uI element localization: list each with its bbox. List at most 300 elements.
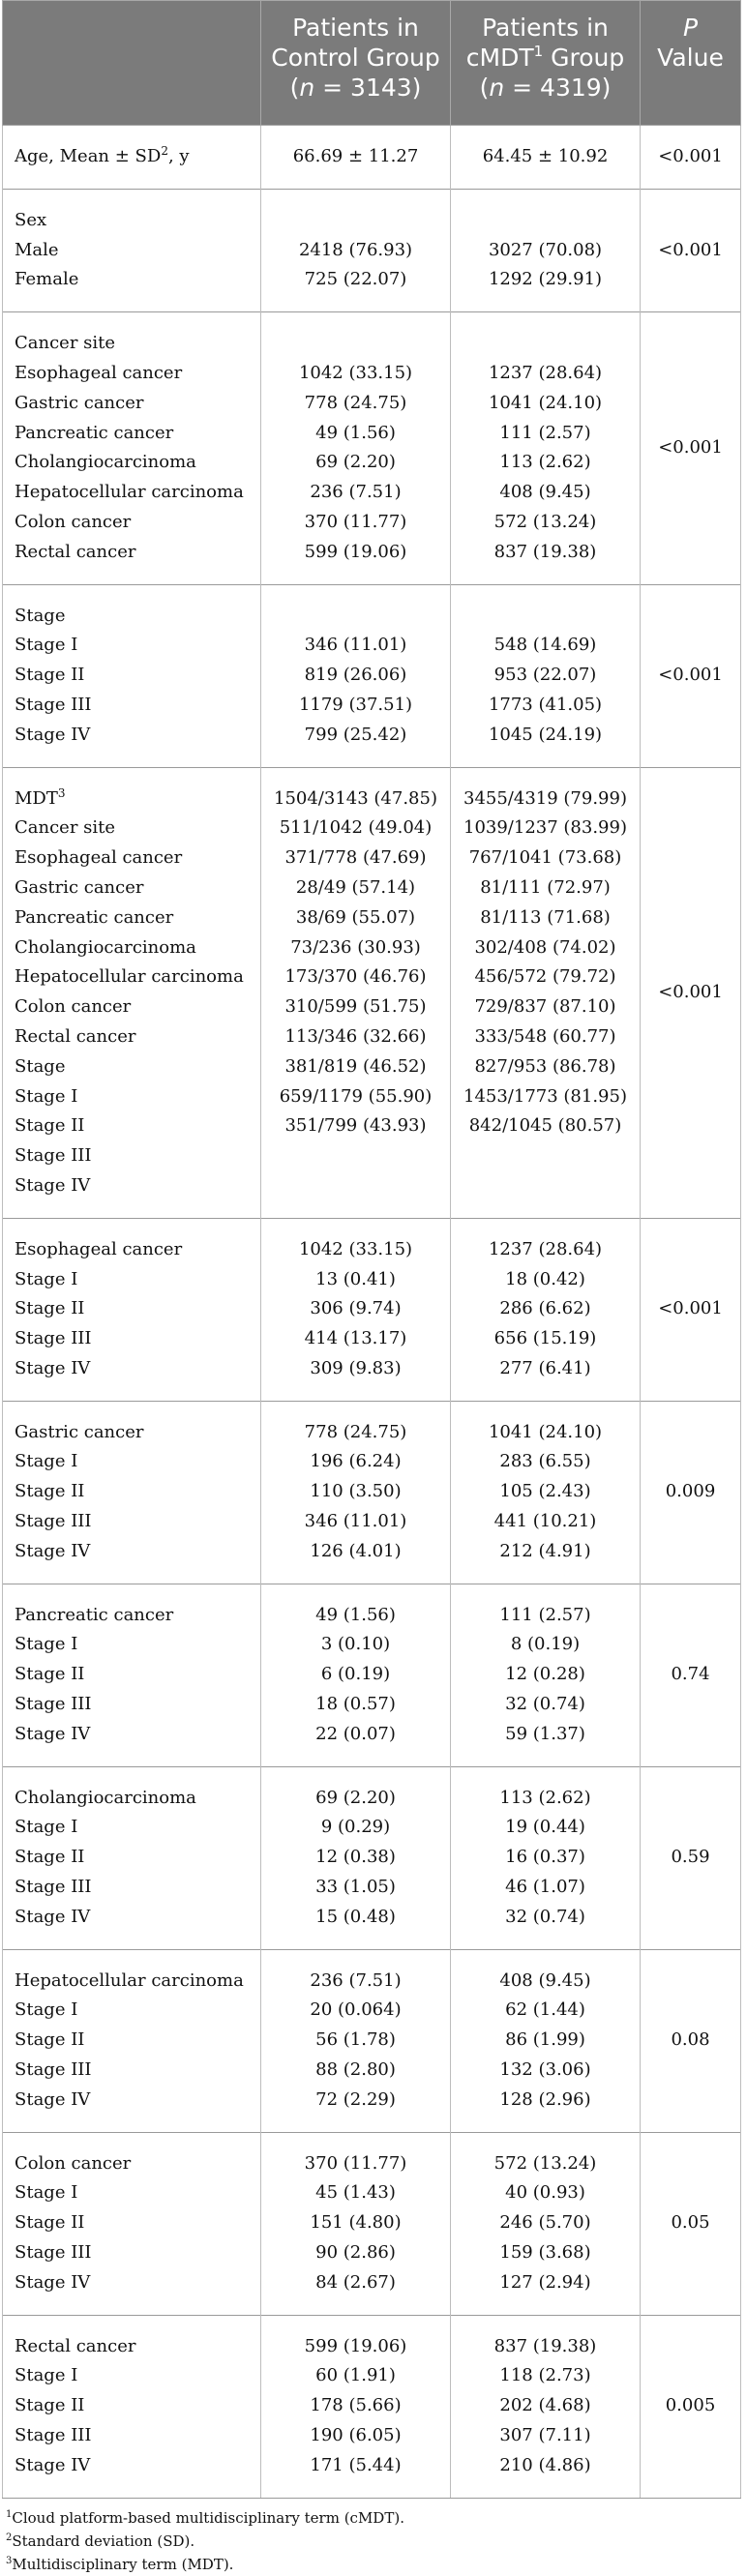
control-value: 2418 (76.93): [298, 239, 413, 260]
row-label: Cholangiocarcinoma: [15, 1787, 196, 1808]
footnote-1: [6, 2506, 747, 2530]
control-value: 1504/3143 (47.85): [274, 787, 437, 809]
control-value: 370 (11.77): [304, 2152, 407, 2174]
cmdt-value: 64.45 ± 10.92: [482, 146, 609, 166]
group-control-values: [261, 312, 451, 584]
cmdt-value: 86 (1.99): [505, 2029, 585, 2051]
row-label: Age, Mean ± $SD^2$, y: [15, 144, 190, 166]
control-value: 13 (0.41): [315, 1268, 396, 1289]
row-label: Cancer site: [15, 333, 116, 354]
row-label: Cancer site: [15, 817, 116, 839]
cmdt-value: [451, 206, 640, 236]
control-value: 778 (24.75): [304, 392, 407, 413]
cmdt-value: 32 (0.74): [505, 1906, 585, 1927]
header-control-n: n: [299, 74, 315, 102]
row-label: Esophageal cancer: [15, 362, 183, 383]
row-label: Stage IV: [15, 1357, 91, 1378]
cmdt-value: 1041 (24.10): [488, 1421, 603, 1442]
cmdt-value: 111 (2.57): [499, 1604, 591, 1625]
row-label: Stage II: [15, 2395, 85, 2416]
row-label: Rectal cancer: [15, 1025, 136, 1047]
group-labels: [3, 312, 261, 584]
header-blank-cell: [3, 1, 261, 126]
table-group-gastric: [3, 1401, 741, 1584]
control-value: 15 (0.48): [315, 1906, 396, 1927]
group-cmdt-values: [451, 767, 641, 1218]
control-value: 73/236 (30.93): [290, 936, 421, 958]
table-header: [3, 1, 741, 126]
group-cmdt-values: [451, 126, 641, 190]
table-group-colon: [3, 2132, 741, 2315]
cmdt-value: 210 (4.86): [499, 2454, 591, 2475]
control-value: 236 (7.51): [310, 1969, 402, 1991]
table-group-stage: [3, 584, 741, 767]
group-cmdt-values: [451, 1218, 641, 1401]
group-p-value: [641, 2315, 741, 2498]
row-label: Esophageal cancer: [15, 1238, 183, 1259]
cmdt-value: 953 (22.07): [493, 665, 597, 686]
footnote-2: [6, 2530, 747, 2553]
row-label: Stage III: [15, 1877, 92, 1898]
row-label: Stage II: [15, 2029, 85, 2051]
group-cmdt-values: [451, 1401, 641, 1584]
control-value: 9 (0.29): [320, 1817, 391, 1838]
cmdt-value: 81/113 (71.68): [480, 906, 611, 928]
row-label: Stage I: [15, 2365, 78, 2386]
control-value: 599 (19.06): [304, 2335, 407, 2356]
row-label: Gastric cancer: [15, 1421, 144, 1442]
cmdt-value: 3027 (70.08): [488, 239, 603, 260]
group-labels: [3, 2132, 261, 2315]
cmdt-value: 729/837 (87.10): [474, 996, 616, 1018]
control-value: 178 (5.66): [310, 2395, 402, 2416]
row-label: Stage I: [15, 635, 78, 656]
control-value: 56 (1.78): [315, 2029, 396, 2051]
row-label: Stage III: [15, 1145, 92, 1167]
control-value: 370 (11.77): [304, 511, 407, 532]
p-value: <0.001: [658, 436, 723, 458]
table-group-hepato: [3, 1949, 741, 2132]
row-label: Stage IV: [15, 1540, 91, 1561]
group-control-values: [261, 1584, 451, 1766]
cmdt-value: 548 (14.69): [493, 635, 597, 656]
control-value: 88 (2.80): [315, 2059, 396, 2081]
cmdt-value: 246 (5.70): [499, 2212, 591, 2234]
group-control-values: [261, 1766, 451, 1949]
control-value: 725 (22.07): [304, 269, 407, 290]
group-cmdt-values: [451, 1949, 641, 2132]
cmdt-value: 212 (4.91): [499, 1540, 591, 1561]
control-value: 346 (11.01): [304, 635, 407, 656]
row-label: Stage II: [15, 1847, 85, 1868]
cmdt-value: 132 (3.06): [499, 2059, 591, 2081]
group-p-value: [641, 1584, 741, 1766]
cmdt-value: 40 (0.93): [505, 2182, 585, 2204]
group-labels: [3, 767, 261, 1218]
table-group-sex: [3, 189, 741, 311]
footnote-mark: 2: [161, 144, 168, 158]
control-value: [261, 1171, 450, 1201]
group-labels: [3, 584, 261, 767]
footnote-3: [6, 2553, 747, 2576]
group-control-values: [261, 1218, 451, 1401]
cmdt-value: 441 (10.21): [493, 1511, 597, 1532]
group-labels: [3, 2315, 261, 2498]
p-value: 0.08: [671, 2029, 710, 2051]
control-value: 599 (19.06): [304, 541, 407, 562]
cmdt-value: 32 (0.74): [505, 1694, 585, 1715]
cmdt-value: 113 (2.62): [499, 452, 591, 473]
group-p-value: [641, 126, 741, 190]
control-value: 1042 (33.15): [298, 362, 413, 383]
p-value: 0.005: [665, 2395, 716, 2416]
header-control-prefix: Patients in Control Group (: [271, 14, 440, 102]
group-control-values: [261, 189, 451, 311]
row-label: Stage I: [15, 1817, 78, 1838]
row-label: Stage: [15, 605, 66, 626]
row-label: Cholangiocarcinoma: [15, 936, 196, 958]
row-label: Stage II: [15, 665, 85, 686]
row-label: Stage II: [15, 1481, 85, 1502]
cmdt-value: 408 (9.45): [499, 482, 591, 503]
row-label: Female: [15, 269, 79, 290]
cmdt-value: 307 (7.11): [499, 2425, 591, 2445]
header-cmdt-n: n: [489, 74, 505, 102]
cmdt-value: 81/111 (72.97): [480, 876, 611, 898]
row-label: Esophageal cancer: [15, 847, 183, 869]
row-label: Stage III: [15, 2242, 92, 2264]
control-value: 28/49 (57.14): [295, 876, 416, 898]
row-label: Gastric cancer: [15, 876, 144, 898]
row-label: Stage I: [15, 2182, 78, 2204]
cmdt-value: 3455/4319 (79.99): [463, 787, 627, 809]
control-value: 799 (25.42): [304, 724, 407, 745]
cmdt-value: 1045 (24.19): [488, 724, 603, 745]
control-value: 22 (0.07): [315, 1723, 396, 1744]
group-labels: [3, 1218, 261, 1401]
control-value: 90 (2.86): [315, 2242, 396, 2264]
cmdt-value: 127 (2.94): [499, 2271, 591, 2293]
cmdt-value: 456/572 (79.72): [474, 966, 616, 988]
row-label: Stage I: [15, 1085, 78, 1107]
cmdt-value: 159 (3.68): [499, 2242, 591, 2264]
cmdt-value: 286 (6.62): [499, 1298, 591, 1319]
cmdt-value: 408 (9.45): [499, 1969, 591, 1991]
control-value: 414 (13.17): [304, 1328, 407, 1349]
group-cmdt-values: [451, 1584, 641, 1766]
cmdt-value: 1041 (24.10): [488, 392, 603, 413]
control-value: [261, 1141, 450, 1171]
header-row: [3, 1, 741, 126]
control-value: 84 (2.67): [315, 2271, 396, 2293]
cmdt-value: 16 (0.37): [505, 1847, 585, 1868]
control-value: 49 (1.56): [315, 422, 396, 443]
cmdt-value: 105 (2.43): [499, 1481, 591, 1502]
control-value: 306 (9.74): [310, 1298, 402, 1319]
table-group-cholangio: [3, 1766, 741, 1949]
cmdt-value: 111 (2.57): [499, 422, 591, 443]
control-value: [261, 206, 450, 236]
row-label: Sex: [15, 209, 47, 230]
group-labels: [3, 126, 261, 190]
row-label: Stage I: [15, 1634, 78, 1655]
group-control-values: [261, 767, 451, 1218]
control-value: 6 (0.19): [320, 1664, 391, 1685]
row-label: Male: [15, 239, 59, 260]
footnote-number: 2: [6, 2532, 13, 2543]
p-value: <0.001: [658, 665, 723, 686]
control-value: 351/799 (43.93): [284, 1115, 427, 1137]
row-label: Stage IV: [15, 1174, 91, 1196]
cmdt-value: 277 (6.41): [499, 1357, 591, 1378]
cmdt-value: 827/953 (86.78): [474, 1055, 616, 1077]
control-value: 49 (1.56): [315, 1604, 396, 1625]
control-value: 173/370 (46.76): [284, 966, 427, 988]
header-control-group: [261, 1, 451, 126]
header-cmdt-mid: Group (: [479, 44, 625, 102]
cmdt-value: 62 (1.44): [505, 1999, 585, 2021]
footnote-text: Standard deviation (SD).: [12, 2532, 195, 2550]
group-p-value: [641, 1218, 741, 1401]
cmdt-value: 302/408 (74.02): [474, 936, 616, 958]
group-cmdt-values: [451, 1766, 641, 1949]
p-value: 0.05: [671, 2212, 710, 2234]
control-value: 60 (1.91): [315, 2365, 396, 2386]
row-label: Stage IV: [15, 1906, 91, 1927]
group-control-values: [261, 2132, 451, 2315]
row-label: Hepatocellular carcinoma: [15, 482, 244, 503]
control-value: 69 (2.20): [315, 1787, 396, 1808]
row-label: Hepatocellular carcinoma: [15, 1969, 244, 1991]
footnotes: [6, 2506, 747, 2576]
group-control-values: [261, 584, 451, 767]
group-control-values: [261, 2315, 451, 2498]
cmdt-value: 837 (19.38): [493, 2335, 597, 2356]
row-label: Colon cancer: [15, 511, 132, 532]
control-value: [261, 329, 450, 359]
row-label: Stage II: [15, 1664, 85, 1685]
control-value: 69 (2.20): [315, 452, 396, 473]
row-label: Stage II: [15, 1115, 85, 1137]
row-label: Pancreatic cancer: [15, 1604, 174, 1625]
control-value: 190 (6.05): [310, 2425, 402, 2445]
group-p-value: [641, 767, 741, 1218]
cmdt-value: [451, 329, 640, 359]
row-label: Stage I: [15, 1999, 78, 2021]
header-cmdt-suffix: = 4319): [504, 74, 612, 102]
cmdt-value: 572 (13.24): [493, 511, 597, 532]
header-value-word: Value: [657, 44, 724, 72]
row-label: Rectal cancer: [15, 541, 136, 562]
control-value: 346 (11.01): [304, 1511, 407, 1532]
row-label: Colon cancer: [15, 2152, 132, 2174]
group-control-values: [261, 126, 451, 190]
row-label: Stage III: [15, 1694, 92, 1715]
group-labels: [3, 1949, 261, 2132]
footnote-mark: 3: [57, 785, 66, 800]
row-label: Stage IV: [15, 724, 91, 745]
baseline-characteristics-table: [2, 0, 741, 2499]
group-control-values: [261, 1401, 451, 1584]
cmdt-value: 1237 (28.64): [488, 362, 603, 383]
cmdt-value: 837 (19.38): [493, 541, 597, 562]
header-cmdt-group: [451, 1, 641, 126]
header-cmdt-prefix: Patients in cMDT: [465, 14, 609, 72]
control-value: 20 (0.064): [310, 1999, 402, 2021]
control-value: 171 (5.44): [310, 2454, 402, 2475]
cmdt-value: 19 (0.44): [505, 1817, 585, 1838]
row-label: Stage III: [15, 1328, 92, 1349]
cmdt-value: 767/1041 (73.68): [468, 847, 622, 869]
cmdt-value: 8 (0.19): [510, 1634, 581, 1655]
control-value: 310/599 (51.75): [284, 996, 427, 1018]
table-body: [3, 126, 741, 2499]
control-value: 196 (6.24): [310, 1451, 402, 1472]
p-value: <0.001: [658, 146, 723, 166]
row-label: Pancreatic cancer: [15, 906, 174, 928]
table-group-mdt: [3, 767, 741, 1218]
p-value: 0.009: [665, 1481, 716, 1502]
p-value: <0.001: [658, 239, 723, 260]
row-label: Pancreatic cancer: [15, 422, 174, 443]
cmdt-value: 656 (15.19): [493, 1328, 597, 1349]
cmdt-value: 18 (0.42): [505, 1268, 585, 1289]
cmdt-value: 118 (2.73): [499, 2365, 591, 2386]
row-label: Stage IV: [15, 1723, 91, 1744]
group-labels: [3, 1584, 261, 1766]
row-label: Stage I: [15, 1451, 78, 1472]
control-value: 511/1042 (49.04): [279, 817, 433, 839]
group-cmdt-values: [451, 2315, 641, 2498]
control-value: 3 (0.10): [320, 1634, 391, 1655]
control-value: 66.69 ± 11.27: [292, 146, 419, 166]
header-p-value: [641, 1, 741, 126]
control-value: 18 (0.57): [315, 1694, 396, 1715]
control-value: 72 (2.29): [315, 2088, 396, 2110]
row-label: Colon cancer: [15, 996, 132, 1018]
group-p-value: [641, 312, 741, 584]
control-value: 1042 (33.15): [298, 1238, 413, 1259]
p-value: <0.001: [658, 1298, 723, 1319]
group-labels: [3, 1766, 261, 1949]
control-value: 38/69 (55.07): [295, 906, 416, 928]
header-cmdt-footnote-mark: 1: [533, 43, 544, 60]
control-value: 12 (0.38): [315, 1847, 396, 1868]
row-label: Stage III: [15, 2425, 92, 2445]
control-value: 126 (4.01): [310, 1540, 402, 1561]
control-value: 371/778 (47.69): [284, 847, 427, 869]
table-group-age: [3, 126, 741, 190]
cmdt-value: 46 (1.07): [505, 1877, 585, 1898]
row-label: Stage II: [15, 1298, 85, 1319]
row-label: Cholangiocarcinoma: [15, 452, 196, 473]
cmdt-value: 12 (0.28): [505, 1664, 585, 1685]
group-cmdt-values: [451, 584, 641, 767]
cmdt-value: [451, 1141, 640, 1171]
row-label: Rectal cancer: [15, 2335, 136, 2356]
table-group-esophageal: [3, 1218, 741, 1401]
control-value: 113/346 (32.66): [284, 1025, 427, 1047]
cmdt-value: [451, 602, 640, 632]
cmdt-value: 128 (2.96): [499, 2088, 591, 2110]
row-label: Stage III: [15, 694, 92, 715]
control-value: 45 (1.43): [315, 2182, 396, 2204]
control-value: 1179 (37.51): [298, 694, 413, 715]
group-labels: [3, 189, 261, 311]
cmdt-value: 842/1045 (80.57): [468, 1115, 622, 1137]
footnote-number: 3: [6, 2555, 13, 2566]
row-label: Stage II: [15, 2212, 85, 2234]
cmdt-value: 572 (13.24): [493, 2152, 597, 2174]
row-label: Gastric cancer: [15, 392, 144, 413]
cmdt-value: 1237 (28.64): [488, 1238, 603, 1259]
row-label: Stage III: [15, 1511, 92, 1532]
row-label: Stage IV: [15, 2088, 91, 2110]
cmdt-value: 59 (1.37): [505, 1723, 585, 1744]
group-p-value: [641, 2132, 741, 2315]
table-group-cancer-site: [3, 312, 741, 584]
control-value: 381/819 (46.52): [284, 1055, 427, 1077]
header-control-suffix: = 3143): [314, 74, 422, 102]
cmdt-value: 113 (2.62): [499, 1787, 591, 1808]
group-cmdt-values: [451, 312, 641, 584]
control-value: 151 (4.80): [310, 2212, 402, 2234]
control-value: 33 (1.05): [315, 1877, 396, 1898]
control-value: 309 (9.83): [310, 1357, 402, 1378]
row-label: Stage I: [15, 1268, 78, 1289]
control-value: 778 (24.75): [304, 1421, 407, 1442]
cmdt-value: 1453/1773 (81.95): [463, 1085, 627, 1107]
group-cmdt-values: [451, 189, 641, 311]
row-label: Stage III: [15, 2059, 92, 2081]
control-value: 819 (26.06): [304, 665, 407, 686]
table-group-rectal: [3, 2315, 741, 2498]
table-group-pancreatic: [3, 1584, 741, 1766]
row-label: Stage IV: [15, 2454, 91, 2475]
group-cmdt-values: [451, 2132, 641, 2315]
cmdt-value: 333/548 (60.77): [474, 1025, 616, 1047]
header-p-letter: P: [682, 14, 699, 42]
p-value: 0.59: [671, 1847, 710, 1868]
control-value: 236 (7.51): [310, 482, 402, 503]
control-value: [261, 602, 450, 632]
cmdt-value: 283 (6.55): [499, 1451, 591, 1472]
p-value: <0.001: [658, 981, 723, 1002]
row-label: MDT$^3$: [15, 785, 66, 809]
footnote-text: Cloud platform-based multidisciplinary term (cMDT).: [12, 2508, 404, 2527]
cmdt-value: 1292 (29.91): [488, 269, 603, 290]
footnote-text: Multidisciplinary term (MDT).: [12, 2555, 234, 2573]
control-value: 110 (3.50): [310, 1481, 402, 1502]
group-control-values: [261, 1949, 451, 2132]
group-p-value: [641, 1401, 741, 1584]
row-label: Stage IV: [15, 2271, 91, 2293]
group-p-value: [641, 189, 741, 311]
group-p-value: [641, 584, 741, 767]
cmdt-value: 1039/1237 (83.99): [463, 817, 627, 839]
cmdt-value: 202 (4.68): [499, 2395, 591, 2416]
row-label: Stage: [15, 1055, 66, 1077]
cmdt-value: 1773 (41.05): [488, 694, 603, 715]
row-label: Hepatocellular carcinoma: [15, 966, 244, 988]
control-value: 659/1179 (55.90): [279, 1085, 433, 1107]
group-p-value: [641, 1949, 741, 2132]
cmdt-value: [451, 1171, 640, 1201]
p-value: 0.74: [671, 1664, 710, 1685]
footnote-number: 1: [6, 2508, 13, 2520]
group-p-value: [641, 1766, 741, 1949]
group-labels: [3, 1401, 261, 1584]
